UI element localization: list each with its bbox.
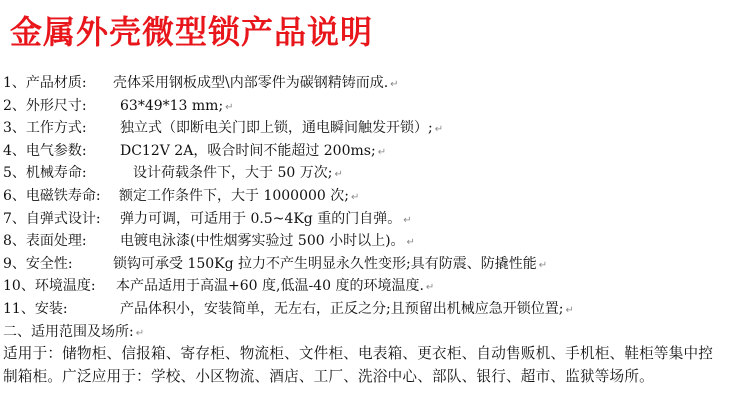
spec-item-spring-design (3, 208, 747, 231)
return-mark-icon: ↵ (403, 214, 412, 226)
spec-label: 机械寿命: (25, 165, 87, 182)
spec-label: 安全性: (25, 255, 73, 272)
return-mark-icon: ↵ (377, 146, 387, 158)
spec-number: 6、 (3, 187, 26, 204)
spec-item-installation (3, 298, 747, 321)
spec-label: 安装: (34, 300, 68, 317)
spec-number: 10、 (3, 278, 35, 295)
spec-number: 3、 (3, 120, 26, 137)
spec-label: 外形尺寸: (25, 97, 87, 114)
spec-value: 电镀电泳漆(中性烟雾实验过 500 小时以上)。 ↵ (120, 233, 415, 250)
spec-label: 表面处理: (25, 233, 87, 250)
spec-item-temperature (3, 275, 747, 298)
spec-list (3, 72, 747, 388)
spec-label: 工作方式: (25, 120, 87, 137)
spec-number: 4、 (3, 142, 26, 159)
return-mark-icon: ↵ (334, 169, 343, 181)
spec-item-mechanical-life (3, 162, 747, 185)
spec-number: 5、 (3, 165, 26, 182)
return-mark-icon: ↵ (434, 124, 444, 136)
spec-number: 11、 (3, 300, 35, 317)
spec-value: 63*49*13 mm; ↵ (120, 97, 234, 114)
spec-item-dimensions (3, 95, 747, 118)
return-mark-icon: ↵ (565, 304, 574, 316)
spec-value: 本产品适用于高温+60 度,低温-40 度的环境温度. ↵ (116, 278, 435, 295)
spec-item-electrical (3, 140, 747, 163)
return-mark-icon: ↵ (538, 259, 548, 271)
spec-number: 9、 (3, 255, 26, 272)
spec-number: 1、 (3, 75, 26, 91)
spec-value: 弹力可调，可适用于 0.5~4Kg 重的门自弹。 ↵ (120, 210, 412, 227)
spec-item-working-mode (3, 117, 747, 140)
spec-number: 8、 (3, 233, 26, 250)
spec-number: 2、 (3, 97, 26, 114)
section-heading-usage: 二、适用范围及场所: ↵ (3, 323, 145, 340)
spec-value: 壳体采用钢板成型\内部零件为碳钢精铸而成. ↵ (113, 75, 399, 91)
spec-item-solenoid-life (3, 185, 747, 208)
spec-number: 7、 (3, 210, 26, 227)
spec-item-safety (3, 253, 747, 276)
return-mark-icon: ↵ (425, 282, 435, 294)
spec-item-surface (3, 230, 747, 253)
return-mark-icon: ↵ (390, 79, 399, 90)
spec-label: 产品材质: (25, 75, 87, 91)
return-mark-icon: ↵ (350, 191, 360, 203)
spec-item-material (3, 72, 747, 95)
return-mark-icon: ↵ (406, 237, 415, 249)
return-mark-icon: ↵ (135, 327, 145, 339)
spec-value: 锁钩可承受 150Kg 拉力不产生明显永久性变形;具有防震、防撬性能 ↵ (113, 255, 548, 272)
spec-value: 设计荷载条件下，大于 50 万次; ↵ (133, 165, 343, 182)
spec-value: 额定工作条件下，大于 1000000 次; ↵ (119, 187, 360, 204)
usage-text-line-1: 适用于：储物柜、信报箱、寄存柜、物流柜、文件柜、电表箱、更衣柜、自动售贩机、手机柜、鞋柜等集中控 (3, 345, 714, 363)
spec-value: DC12V 2A，吸合时间不能超过 200ms; ↵ (120, 142, 387, 159)
usage-text-line-2: 制箱柜。广泛应用于：学校、小区物流、酒店、工厂、洗浴中心、部队、银行、超市、监狱等场所。 (3, 367, 654, 385)
page-title: 金属外壳微型锁产品说明 (10, 13, 374, 51)
spec-label: 自弹式设计: (25, 210, 101, 227)
spec-label: 电气参数: (25, 142, 87, 159)
spec-label: 电磁铁寿命: (25, 187, 101, 204)
spec-value: 产品体积小，安装简单，无左右，正反之分;且预留出机械应急开锁位置; ↵ (120, 300, 574, 317)
spec-label: 环境温度: (34, 278, 96, 295)
return-mark-icon: ↵ (225, 101, 234, 113)
spec-value: 独立式（即断电关门即上锁，通电瞬间触发开锁）; ↵ (120, 120, 444, 137)
